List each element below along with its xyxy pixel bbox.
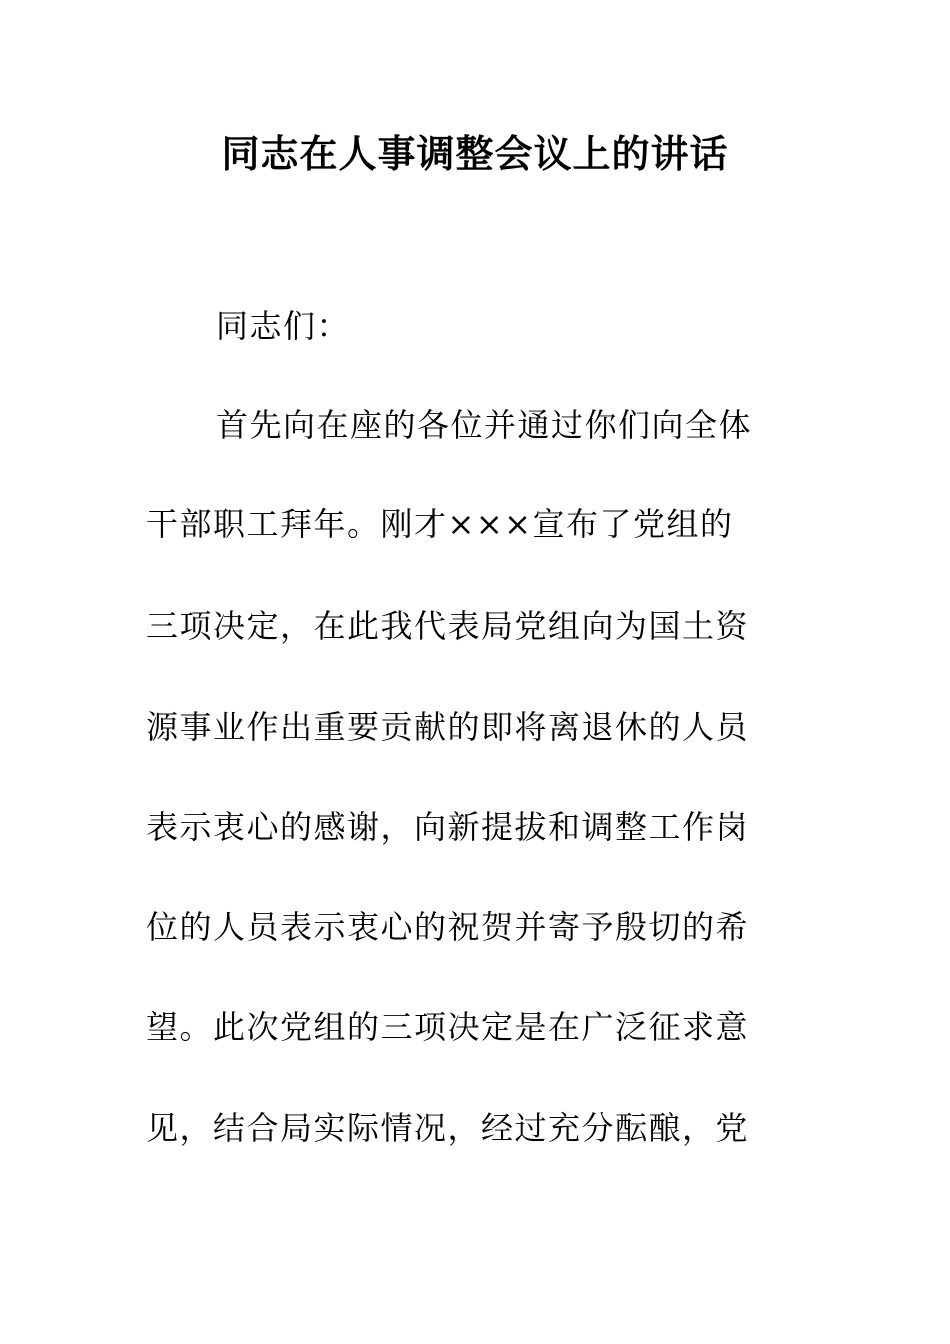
salutation: 同志们： bbox=[216, 307, 351, 345]
document-title: 同志在人事调整会议上的讲话 bbox=[221, 131, 729, 176]
body-line: 位的人员表示衷心的祝贺并寄予殷切的希 bbox=[146, 908, 750, 946]
body-line: 见，结合局实际情况，经过充分酝酿，党 bbox=[146, 1109, 750, 1147]
body-line: 首先向在座的各位并通过你们向全体 bbox=[216, 406, 753, 444]
body-line: 源事业作出重要贡献的即将离退休的人员 bbox=[146, 708, 750, 746]
body-line: 表示衷心的感谢，向新提拔和调整工作岗 bbox=[146, 808, 750, 846]
body-line: 三项决定，在此我代表局党组向为国土资 bbox=[146, 607, 750, 645]
body-line: 望。此次党组的三项决定是在广泛征求意 bbox=[146, 1008, 750, 1046]
body-line: 干部职工拜年。刚才×××宣布了党组的 bbox=[146, 505, 734, 543]
